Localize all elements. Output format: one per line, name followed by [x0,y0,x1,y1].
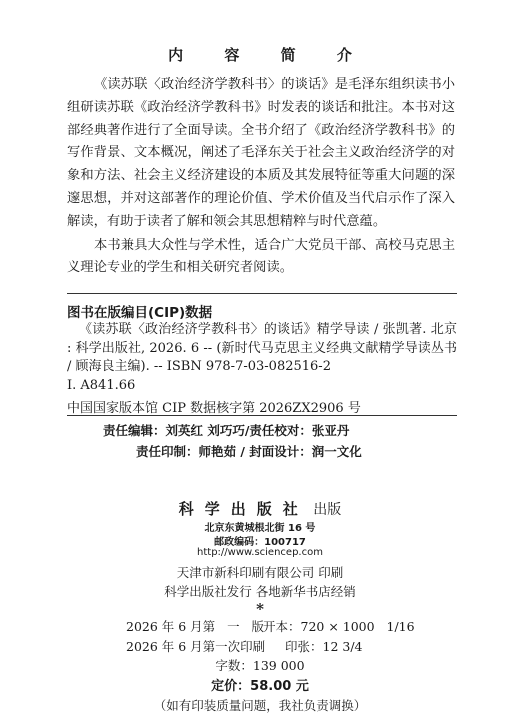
print-date: 2026 年 6 月第一次印刷 [126,639,266,654]
book-format: 开本：720 × 1000 1/16 [263,619,415,634]
price-line [0,675,520,694]
price-label: 定价： [211,679,251,694]
edition-date: 2026 年 6 月第 一 版 [126,619,265,634]
publisher-address: 北京东黄城根北街 16 号 [204,523,316,534]
cip-divider [67,415,457,416]
summary-paragraph-1: 《读苏联〈政治经济学教科书〉的谈话》是毛泽东组织读书小组研读苏联《政治经济学教科书》时发表的谈话和批注。本书对这部经典著作进行了全面导读。全书介绍了《政治经济学教科书》的写作背景、文本概况，阐述了毛泽东关于社会主义政治经济学的对象和方法、社会主义经济建设的本质及其发展特征等重大问题的深邃思想，并对这部著作的理论价值、学术价值及当代启示作了深入解读，有助于读者了解和领会其思想精粹与时代意蕴。 [67,77,455,229]
publisher-postcode: 邮政编码：100717 [214,537,306,548]
publisher-website: http://www.sciencep.com [197,547,323,558]
cip-record: 《读苏联〈政治经济学教科书〉的谈话》精学导读 / 张凯著. 北京 : 科学出版社, 2026. 6 -- (新时代马克思主义经典文献精学导读丛书 / 顾海良主编). -- ISBN 978-7-03-082516-2 [67,322,457,374]
editor-credits: 责任编辑：刘英红 刘巧巧/责任校对：张亚丹 [103,423,350,438]
publisher-logo: 科学出版社 [178,500,309,518]
printer-line: 天津市新科印刷有限公司 印刷 [176,565,344,580]
page-title: 内 容 简 介 [168,46,370,64]
cip-heading: 图书在版编目(CIP)数据 [67,305,213,321]
publisher-line [0,498,520,519]
print-sheets: 印张：12 3/4 [285,639,363,654]
distributor-line: 科学出版社发行 各地新华书店经销 [164,584,356,599]
cip-classification: Ⅰ. A841.66 [67,378,136,393]
summary-section [67,74,455,280]
quality-note: （如有印装质量问题，我社负责调换） [153,698,367,713]
price-value: 58.00 元 [250,679,309,694]
production-credits: 责任印制：师艳茹 / 封面设计：润一文化 [136,444,362,459]
word-count: 字数：139 000 [215,658,305,673]
top-divider [67,293,457,294]
summary-paragraph-2: 本书兼具大众性与学术性，适合广大党员干部、高校马克思主义理论专业的学生和相关研究者阅读。 [67,237,455,276]
cip-number: 中国国家版本馆 CIP 数据核字第 2026ZX2906 号 [67,401,361,416]
publisher-suffix: 出版 [313,502,342,518]
asterisk-separator: * [256,600,264,618]
